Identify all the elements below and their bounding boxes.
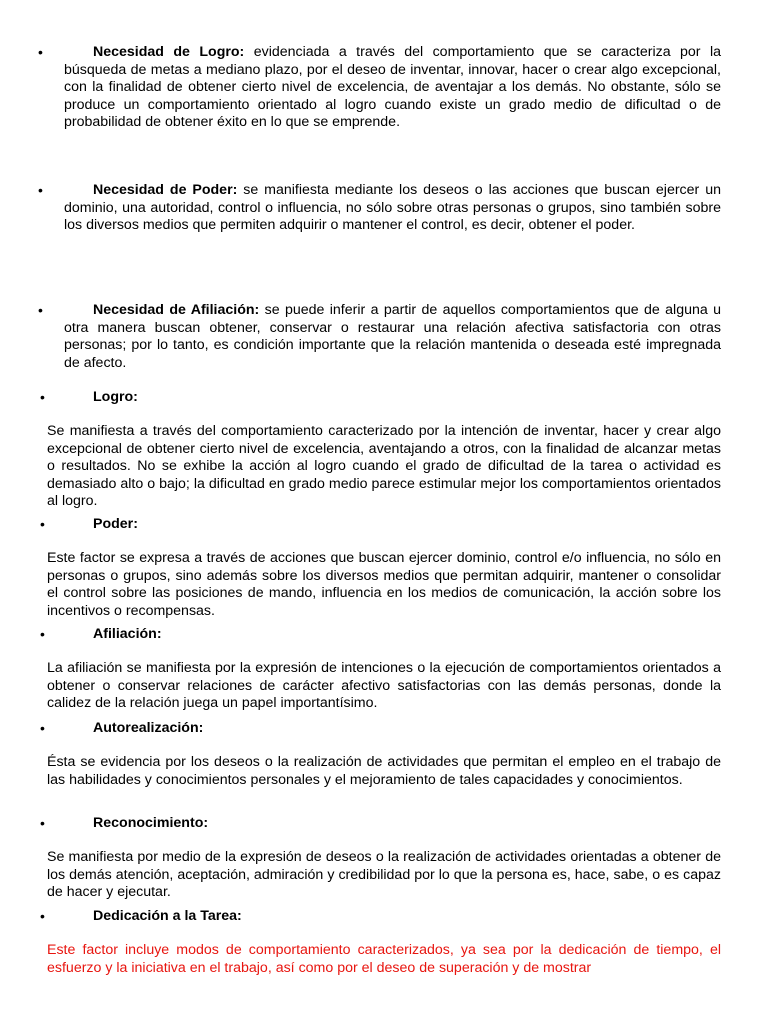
- bullet-icon: •: [38, 44, 43, 60]
- factor-paragraph-reconocimiento: Se manifiesta por medio de la expresión de deseos o la realización de actividades orientadas a obtener de los demás atención, aceptación, admiración y credibilidad por lo que la persona es, hace, sabe, o es capaz de hacer y ejecutar.: [47, 849, 721, 901]
- factor-heading-text: Dedicación a la Tarea:: [93, 908, 242, 924]
- list-item-text: [64, 182, 721, 235]
- bullet-icon: •: [40, 516, 45, 532]
- factor-heading-text: Afiliación:: [93, 626, 162, 642]
- factor-heading-text: Reconocimiento:: [93, 815, 209, 831]
- factor-heading-text: Logro:: [93, 389, 138, 405]
- bullet-icon: •: [38, 302, 43, 318]
- bullet-icon: •: [40, 908, 45, 924]
- bullet-icon: •: [38, 182, 43, 198]
- factor-paragraph-poder: Este factor se expresa a través de acciones que buscan ejercer dominio, control e/o influencia, no sólo en personas o grupos, sino además sobre los diversos medios que permitan adquirir, mantener o consolidar el control sobre las posiciones de mando, influencia en los medios de comunicación, la acción sobre los incentivos o recompensas.: [47, 550, 721, 619]
- factor-heading-text: Autorealización:: [93, 720, 204, 736]
- bullet-icon: •: [40, 626, 45, 642]
- factor-paragraph-logro: Se manifiesta a través del comportamiento caracterizado por la intención de inventar, hacer y crear algo excepcional de obtener cierto nivel de excelencia, aventajando a otros, con la finalidad de alcanzar metas o resultados. No se exhibe la acción al logro cuando el grado de dificultad de la tarea o actividad es demasiado alto o bajo; la dificultad en grado medio parece estimular mejor los comportamientos orientados al logro.: [47, 423, 721, 510]
- term-description: se manifiesta mediante los deseos o las acciones que buscan ejercer un dominio, una autoridad, control o influencia, no sólo sobre otras personas o grupos, sino también sobre los diversos medios que permiten adquirir o mantener el control, es decir, obtener el poder.: [64, 182, 721, 234]
- factor-paragraph-autorealizacion: Ésta se evidencia por los deseos o la realización de actividades que permitan el empleo en el trabajo de las habilidades y conocimientos personales y el mejoramiento de tales capacidades y conocimientos.: [47, 754, 721, 788]
- list-item-text: [64, 302, 721, 372]
- bullet-icon: •: [40, 815, 45, 831]
- bullet-icon: •: [40, 389, 45, 405]
- term-description: se puede inferir a partir de aquellos comportamientos que de alguna u otra manera buscan obtener, conservar o restaurar una relación afectiva satisfactoria con otras personas; por lo tanto, es condición importante que la relación mantenida o deseada esté impregnada de afecto.: [64, 302, 721, 371]
- factor-paragraph-dedicacion: Este factor incluye modos de comportamiento caracterizados, ya sea por la dedicación de tiempo, el esfuerzo y la iniciativa en el trabajo, así como por el deseo de superación y de mostrar: [47, 942, 721, 976]
- factor-heading-text: Poder:: [93, 516, 138, 532]
- bullet-icon: •: [40, 720, 45, 736]
- term-label: Necesidad de Afiliación:: [93, 302, 260, 318]
- term-label: Necesidad de Poder:: [93, 182, 238, 198]
- term-label: Necesidad de Logro:: [93, 44, 245, 60]
- term-description: evidenciada a través del comportamiento que se caracteriza por la búsqueda de metas a mediano plazo, por el deseo de inventar, innovar, hacer o crear algo excepcional, con la finalidad de obtener cierto nivel de excelencia, de aventajar a los demás. No obstante, sólo se produce un comportamiento orientado al logro cuando existe un grado medio de dificultad o de probabilidad de obtener éxito en lo que se emprende.: [64, 44, 722, 131]
- factor-paragraph-afiliacion: La afiliación se manifiesta por la expresión de intenciones o la ejecución de comportamientos orientados a obtener o conservar relaciones de carácter afectivo satisfactorias con las demás personas, donde la calidez de la relación juega un papel importantísimo.: [47, 660, 721, 712]
- list-item-text: [64, 44, 721, 132]
